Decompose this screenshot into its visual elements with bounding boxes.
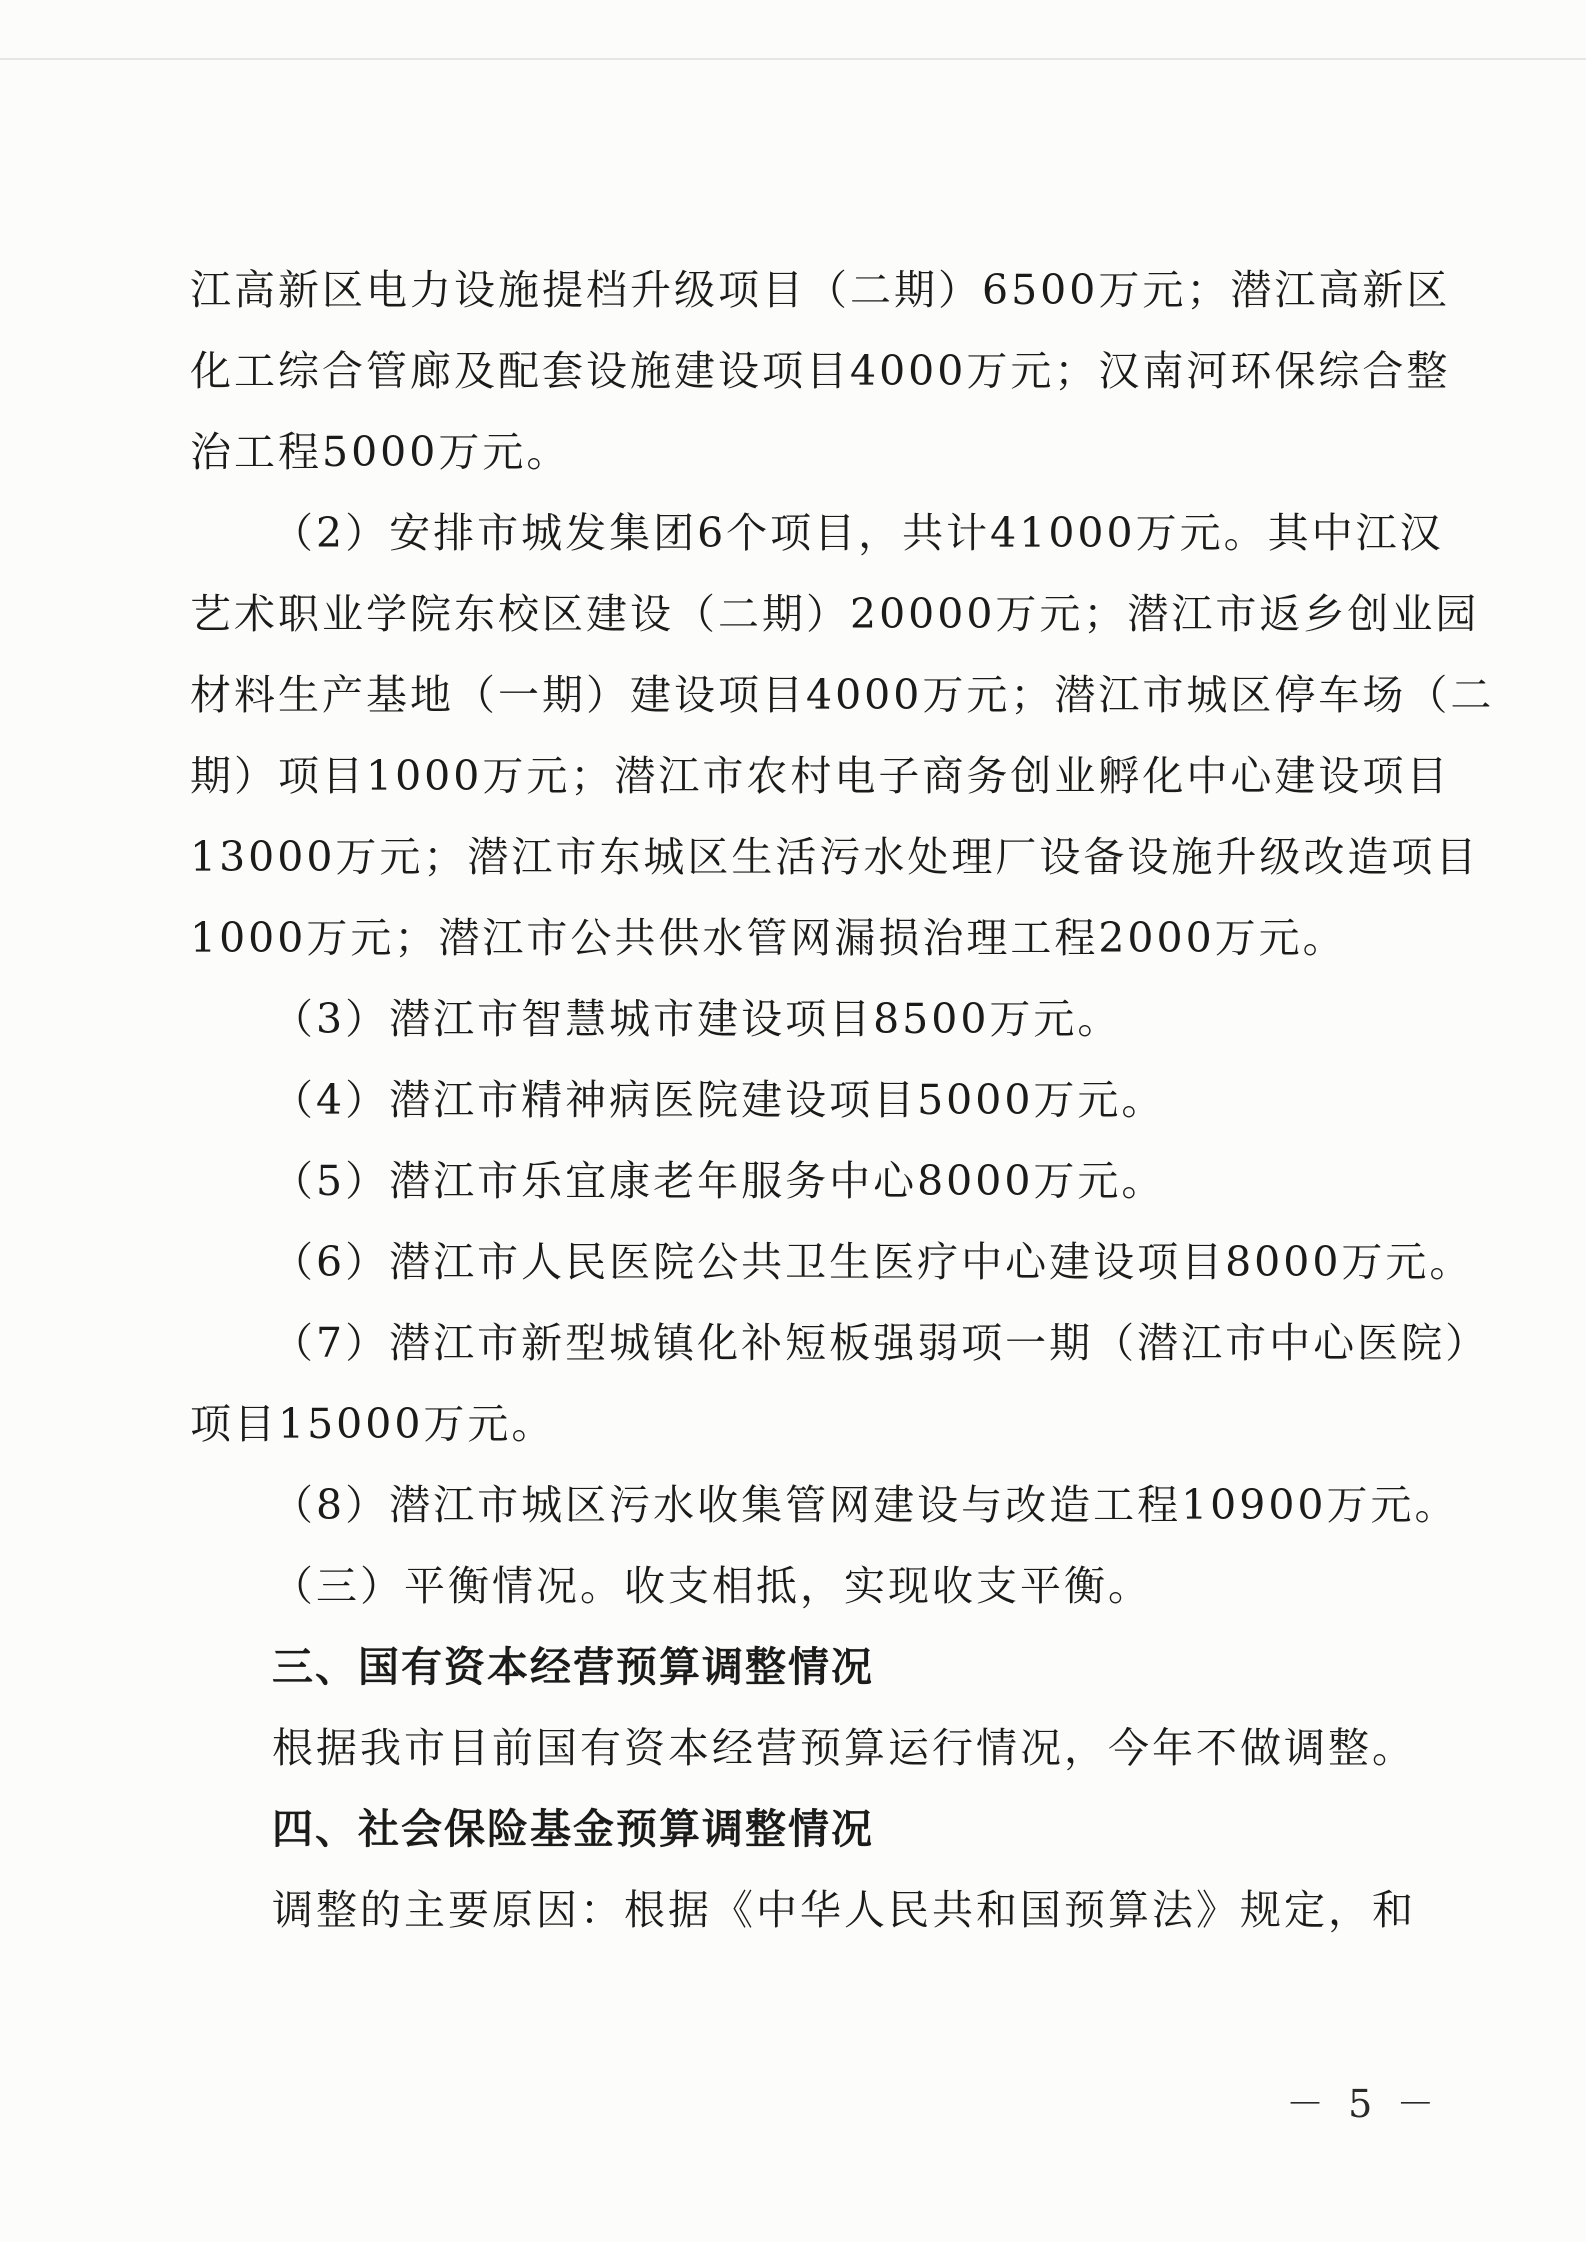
paragraph-line: 材料生产基地（一期）建设项目4000万元；潜江市城区停车场（二 bbox=[190, 671, 1495, 719]
paragraph-line: 调整的主要原因：根据《中华人民共和国预算法》规定，和 bbox=[272, 1886, 1416, 1934]
paragraph-line: 期）项目1000万元；潜江市农村电子商务创业孵化中心建设项目 bbox=[190, 752, 1451, 800]
paragraph-line: 治工程5000万元。 bbox=[190, 428, 571, 476]
paragraph-line: 艺术职业学院东校区建设（二期）20000万元；潜江市返乡创业园 bbox=[190, 590, 1480, 638]
list-item: （8）潜江市城区污水收集管网建设与改造工程10900万元。 bbox=[272, 1481, 1459, 1529]
paragraph-line: 根据我市目前国有资本经营预算运行情况，今年不做调整。 bbox=[272, 1724, 1416, 1772]
paragraph-line: 13000万元；潜江市东城区生活污水处理厂设备设施升级改造项目 bbox=[190, 833, 1480, 881]
document-body bbox=[190, 250, 1495, 1951]
paragraph-line: 江高新区电力设施提档升级项目（二期）6500万元；潜江高新区 bbox=[190, 266, 1451, 314]
page-number: － 5 － bbox=[1286, 2082, 1441, 2126]
paragraph-line: 化工综合管廊及配套设施建设项目4000万元；汉南河环保综合整 bbox=[190, 347, 1451, 395]
paragraph-line: 项目15000万元。 bbox=[190, 1400, 556, 1448]
section-heading: 三、国有资本经营预算调整情况 bbox=[272, 1643, 874, 1691]
list-item: （5）潜江市乐宜康老年服务中心8000万元。 bbox=[272, 1157, 1166, 1205]
page-top-edge bbox=[0, 58, 1586, 60]
list-item: （3）潜江市智慧城市建设项目8500万元。 bbox=[272, 995, 1122, 1043]
list-item: （7）潜江市新型城镇化补短板强弱项一期（潜江市中心医院） bbox=[272, 1319, 1490, 1367]
list-item: （6）潜江市人民医院公共卫生医疗中心建设项目8000万元。 bbox=[272, 1238, 1474, 1286]
paragraph-line: （三）平衡情况。收支相抵，实现收支平衡。 bbox=[272, 1562, 1152, 1610]
list-item: （4）潜江市精神病医院建设项目5000万元。 bbox=[272, 1076, 1166, 1124]
paragraph-line: 1000万元；潜江市公共供水管网漏损治理工程2000万元。 bbox=[190, 914, 1347, 962]
paragraph-line: （2）安排市城发集团6个项目，共计41000万元。其中江汉 bbox=[272, 509, 1444, 557]
section-heading: 四、社会保险基金预算调整情况 bbox=[272, 1805, 874, 1853]
